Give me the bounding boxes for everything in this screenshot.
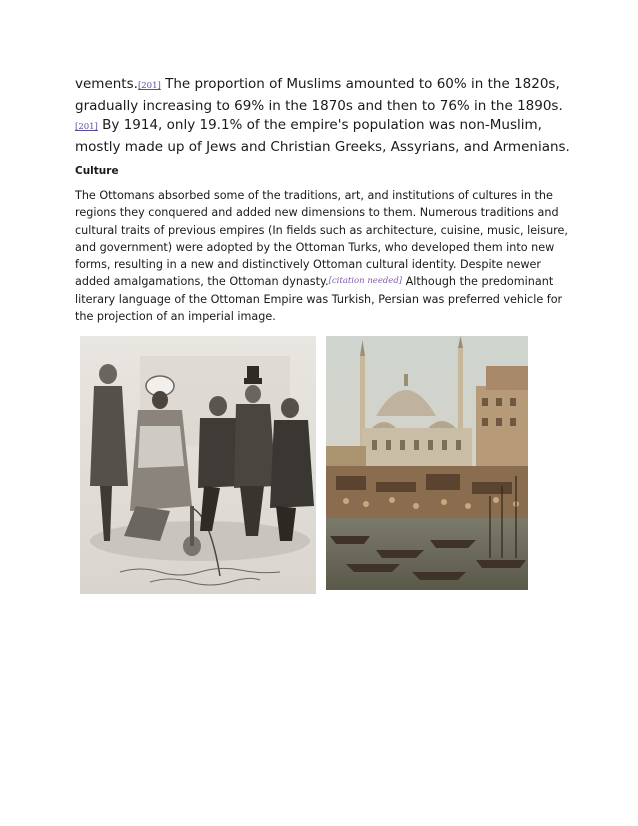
citation-needed-link[interactable]: [citation needed] <box>328 276 403 287</box>
citation-link-201[interactable]: [201] <box>75 122 98 132</box>
paragraph-text: By 1914, only 19.1% of the empire's population was non-Muslim, mostly made up of Jews and Christian Greeks, Assyrians, and Armenians. <box>75 117 570 155</box>
paragraph-text: vements. <box>75 76 138 92</box>
paragraph-culture <box>75 187 575 325</box>
paragraph-text: The Ottomans absorbed some of the traditions, art, and institutions of cultures in the regions they conquered and added new dimensions to them. Numerous traditions and cultural traits of previous empires (In fields such as architecture, cuisine, music, leisure, and government) were adopted by the Ottoman Turks, who developed them into new forms, resulting in a new and distinctively Ottoman cultural identity. Despite newer added amalgamations, the Ottoman dynasty. <box>75 189 568 289</box>
section-heading-culture: Culture <box>75 165 119 177</box>
citation-link-201[interactable]: [201] <box>137 81 161 91</box>
paragraph-text: The proportion of Muslims amounted to 60% in the 1820s, gradually increasing to 69% in the 1870s and then to 76% in the 1890s. <box>75 76 563 114</box>
paragraph-text: Although the predominant literary language of the Ottoman Empire was Turkish, Persian was preferred vehicle for the projection of an imperial image. <box>75 275 563 324</box>
paragraph-demographics <box>75 75 575 157</box>
sketch-illustration <box>80 336 316 594</box>
mosque-harbour-photo <box>326 336 528 590</box>
